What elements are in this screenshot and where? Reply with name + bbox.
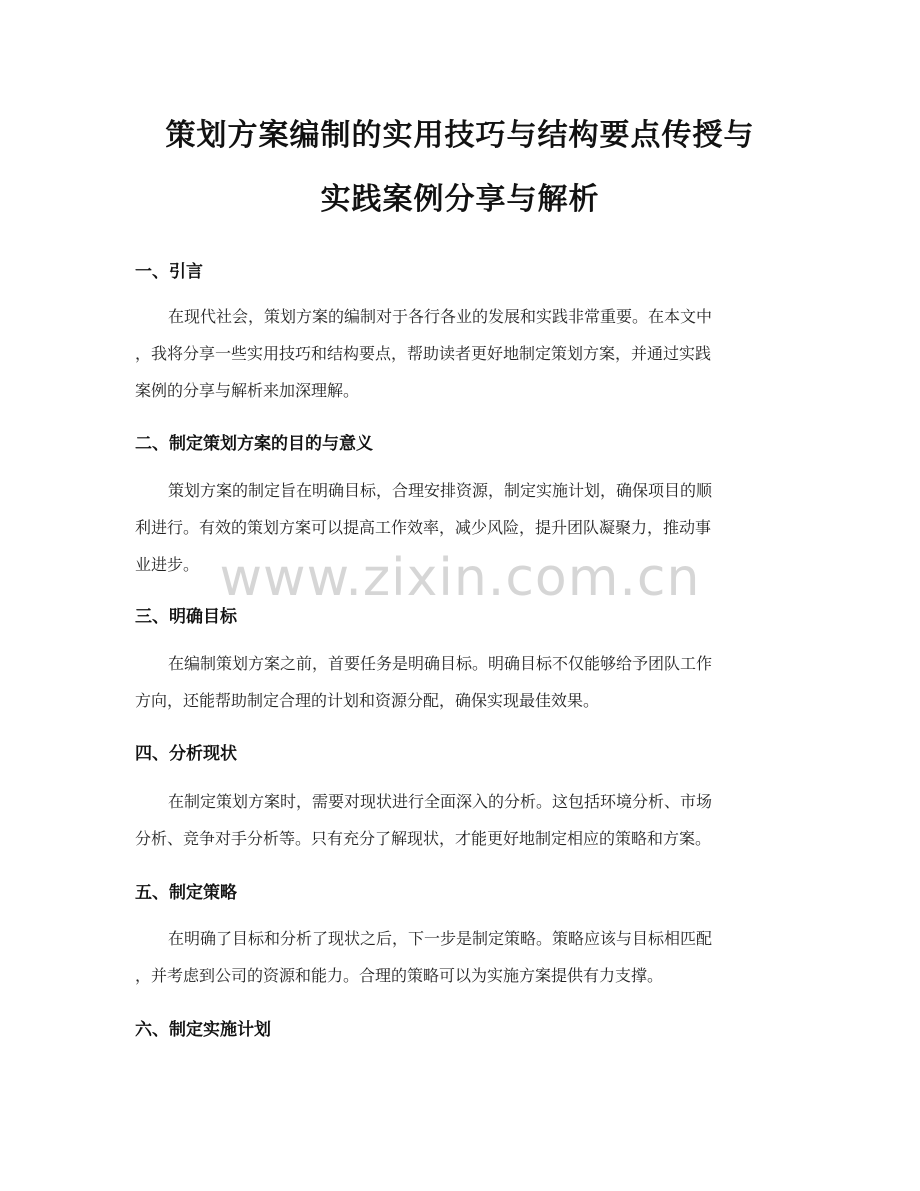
section-heading-analysis: 四、分析现状 bbox=[135, 744, 237, 764]
section-heading-goals: 三、明确目标 bbox=[135, 607, 237, 627]
watermark-text: www.zixin.com.cn bbox=[219, 548, 701, 608]
paragraph-line: 在明确了目标和分析了现状之后，下一步是制定策略。策略应该与目标相匹配 bbox=[168, 929, 713, 948]
paragraph-line: ，并考虑到公司的资源和能力。合理的策略可以为实施方案提供有力支撑。 bbox=[135, 966, 664, 985]
section-paragraph-strategy bbox=[135, 920, 789, 994]
section-paragraph-introduction bbox=[135, 298, 789, 409]
paragraph-line: 策划方案的制定旨在明确目标，合理安排资源，制定实施计划，确保项目的顺 bbox=[168, 481, 713, 500]
paragraph-line: 在制定策划方案时，需要对现状进行全面深入的分析。这包括环境分析、市场 bbox=[168, 792, 713, 811]
section-paragraph-analysis bbox=[135, 783, 789, 857]
paragraph-line: 利进行。有效的策划方案可以提高工作效率，减少风险，提升团队凝聚力，推动事 bbox=[135, 518, 712, 537]
paragraph-line: 方向，还能帮助制定合理的计划和资源分配，确保实现最佳效果。 bbox=[135, 691, 600, 710]
paragraph-line: ，我将分享一些实用技巧和结构要点，帮助读者更好地制定策划方案，并通过实践 bbox=[135, 344, 712, 363]
section-paragraph-goals bbox=[135, 645, 789, 719]
document-title-line-2: 实践案例分享与解析 bbox=[320, 182, 600, 217]
section-heading-introduction: 一、引言 bbox=[135, 262, 203, 282]
section-paragraph-purpose bbox=[135, 472, 789, 583]
paragraph-line: 业进步。 bbox=[135, 555, 200, 574]
paragraph-line: 案例的分享与解析来加深理解。 bbox=[135, 381, 360, 400]
paragraph-line: 分析、竞争对手分析等。只有充分了解现状，才能更好地制定相应的策略和方案。 bbox=[135, 829, 712, 848]
section-heading-strategy: 五、制定策略 bbox=[135, 883, 237, 903]
section-heading-purpose: 二、制定策划方案的目的与意义 bbox=[135, 434, 373, 454]
paragraph-line: 在编制策划方案之前，首要任务是明确目标。明确目标不仅能够给予团队工作 bbox=[168, 654, 713, 673]
document-title-line-1: 策划方案编制的实用技巧与结构要点传授与 bbox=[165, 118, 755, 153]
section-heading-implementation: 六、制定实施计划 bbox=[135, 1020, 271, 1040]
paragraph-line: 在现代社会，策划方案的编制对于各行各业的发展和实践非常重要。在本文中 bbox=[168, 307, 713, 326]
